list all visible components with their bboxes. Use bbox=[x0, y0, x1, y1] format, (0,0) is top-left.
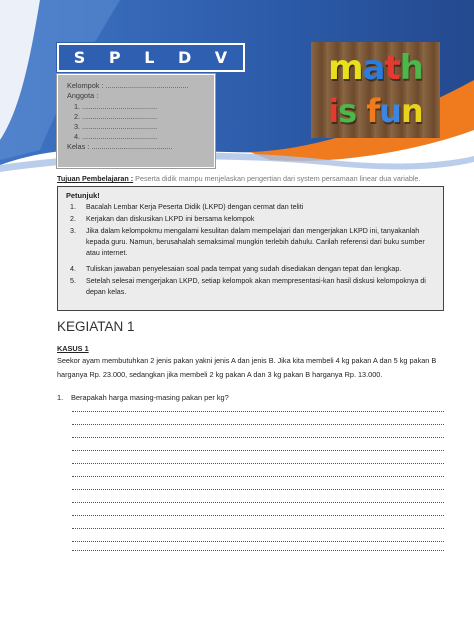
anggota-line: Anggota : bbox=[67, 91, 99, 100]
instruction-text: Bacalah Lembar Kerja Peserta Didik (LKPD) dengan cermat dan teliti bbox=[86, 203, 304, 211]
answer-line[interactable] bbox=[72, 423, 444, 425]
objective-text: Peserta didik mampu menjelaskan pengertian dari system persamaan linear dua variable. bbox=[133, 174, 421, 183]
member-line-2: 2. ..................................... bbox=[74, 112, 158, 121]
question-text: Berapakah harga masing-masing pakan per kg? bbox=[71, 393, 229, 402]
answer-line[interactable] bbox=[72, 514, 444, 516]
group-info-box bbox=[57, 74, 215, 168]
member-line-1: 1. ..................................... bbox=[74, 102, 158, 111]
instructions-box bbox=[57, 186, 444, 311]
case-text: Seekor ayam membutuhkan 2 jenis pakan yakni jenis A dan jenis B. Jika kita membeli 4 kg pakan A dan 5 kg pakan B harganya Rp. 23.000, sedangkan jika membeli 2 kg pakan A dan 3 kg pakan B harganya Rp. 13.000. bbox=[57, 356, 437, 379]
instruction-number: 1. bbox=[70, 203, 76, 211]
answer-line[interactable] bbox=[72, 410, 444, 412]
instruction-number: 4. bbox=[70, 265, 76, 273]
answer-line[interactable] bbox=[72, 488, 444, 490]
answer-line[interactable] bbox=[72, 462, 444, 464]
answer-line[interactable] bbox=[72, 449, 444, 451]
answer-line[interactable] bbox=[72, 475, 444, 477]
answer-line[interactable] bbox=[72, 436, 444, 438]
instruction-text: Setelah selesai mengerjakan LKPD, setiap kelompok akan mempresentasi-kan hasil diskusi kelompoknya di depan kelas. bbox=[86, 277, 426, 296]
instruction-number: 3. bbox=[70, 227, 76, 235]
math-word: math bbox=[328, 48, 423, 88]
answer-line[interactable] bbox=[72, 501, 444, 503]
member-line-3: 3. ..................................... bbox=[74, 122, 158, 131]
answer-line[interactable] bbox=[72, 549, 444, 551]
answer-line[interactable] bbox=[72, 527, 444, 529]
math-is-fun-image bbox=[311, 42, 440, 138]
instructions-title: Petunjuk! bbox=[66, 191, 100, 200]
case-label: KASUS 1 bbox=[57, 344, 89, 353]
question-number: 1. bbox=[57, 393, 64, 402]
activity-heading: KEGIATAN 1 bbox=[57, 319, 135, 334]
kelompok-line: Kelompok : ......................................... bbox=[67, 81, 189, 90]
member-line-4: 4. ..................................... bbox=[74, 132, 158, 141]
title-banner bbox=[57, 43, 245, 72]
instruction-number: 2. bbox=[70, 215, 76, 223]
instruction-text: Jika dalam kelompokmu mengalami kesulitan dalam mempelajari dan mengerjakan LKPD ini, tanyakanlah kepada guru. Namun, berusahalah semaksimal mungkin terlebih dahulu. Carilah referensi dari buku sumber atau internet. bbox=[86, 227, 425, 257]
question-1 bbox=[57, 393, 229, 402]
kelas-line: Kelas : ........................................ bbox=[67, 142, 173, 151]
is-fun-word: is fun bbox=[328, 92, 423, 130]
worksheet-title: S P L D V bbox=[73, 48, 237, 67]
instruction-text: Kerjakan dan diskusikan LKPD ini bersama kelompok bbox=[86, 215, 255, 223]
instruction-number: 5. bbox=[70, 277, 76, 285]
objective-label: Tujuan Pembelajaran : bbox=[57, 174, 134, 183]
learning-objective bbox=[57, 174, 457, 183]
answer-line[interactable] bbox=[72, 540, 444, 542]
instruction-text: Tuliskan jawaban penyelesaian soal pada tempat yang sudah disediakan dengan tepat dan lengkap. bbox=[86, 265, 402, 273]
